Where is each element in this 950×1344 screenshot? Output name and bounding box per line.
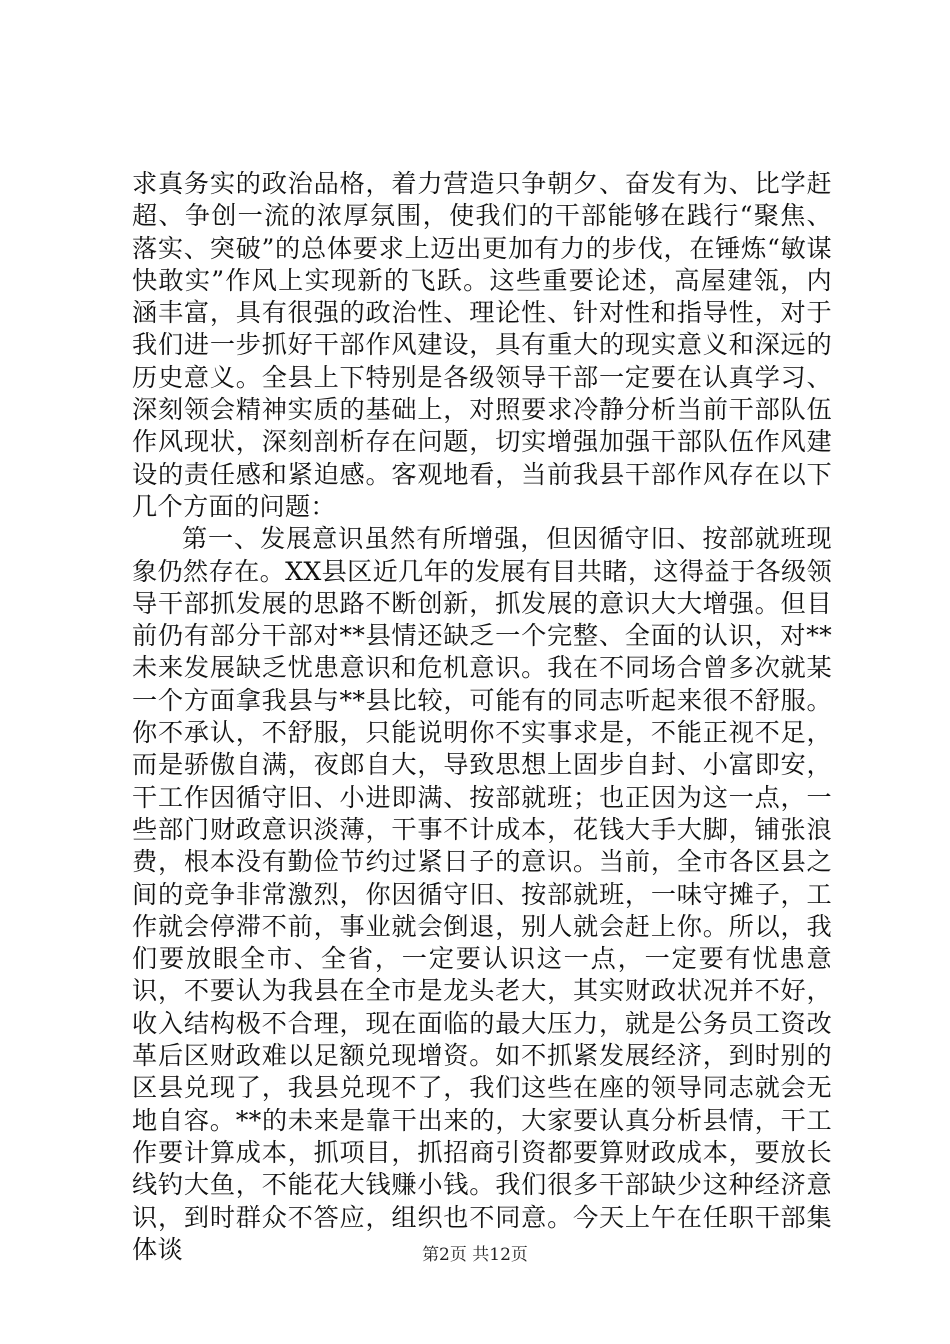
page-number-footer: 第2页 共12页: [422, 1245, 528, 1265]
paragraph-1: 求真务实的政治品格，着力营造只争朝夕、奋发有为、比学赶超、争创一流的浓厚氛围，使我们的干部能够在践行“聚焦、落实、突破”的总体要求上迈出更加有力的步伐，在锤炼“敏谋快敢实”作风上实现新的飞跃。这些重要论述，高屋建瓴，内涵丰富，具有很强的政治性、理论性、针对性和指导性，对于我们进一步抓好干部作风建设，具有重大的现实意义和深远的历史意义。全县上下特别是各级领导干部一定要在认真学习、深刻领会精神实质的基础上，对照要求冷静分析当前干部队伍作风现状，深刻剖析存在问题，切实增强加强干部队伍作风建设的责任感和紧迫感。客观地看，当前我县干部作风存在以下几个方面的问题：: [132, 169, 832, 521]
paragraph-2: 第一、发展意识虽然有所增强，但因循守旧、按部就班现象仍然存在。XX县区近几年的发展有目共睹，这得益于各级领导干部抓发展的思路不断创新，抓发展的意识大大增强。但目前仍有部分干部对**县情还缺乏一个完整、全面的认识，对**未来发展缺乏忧患意识和危机意识。我在不同场合曾多次就某一个方面拿我县与**县比较，可能有的同志听起来很不舒服。你不承认，不舒服，只能说明你不实事求是，不能正视不足，而是骄傲自满，夜郎自大，导致思想上固步自封、小富即安，干工作因循守旧、小进即满、按部就班；也正因为这一点，一些部门财政意识淡薄，干事不计成本，花钱大手大脚，铺张浪费，根本没有勤俭节约过紧日子的意识。当前，全市各区县之间的竞争非常激烈，你因循守旧、按部就班，一味守摊子，工作就会停滞不前，事业就会倒退，别人就会赶上你。所以，我们要放眼全市、全省，一定要认识这一点，一定要有忧患意识，不要认为我县在全市是龙头老大，其实财政状况并不好，收入结构极不合理，现在面临的最大压力，就是公务员工资改革后区财政难以足额兑现增资。如不抓紧发展经济，到时别的区县兑现了，我县兑现不了，我们这些在座的领导同志就会无地自容。**的未来是靠干出来的，大家要认真分析县情，干工作要计算成本，抓项目，抓招商引资都要算财政成本，要放长线钓大鱼，不能花大钱赚小钱。我们很多干部缺少这种经济意识，到时群众不答应，组织也不同意。今天上午在任职干部集体谈: [132, 524, 832, 1264]
document-body: [132, 168, 832, 1266]
